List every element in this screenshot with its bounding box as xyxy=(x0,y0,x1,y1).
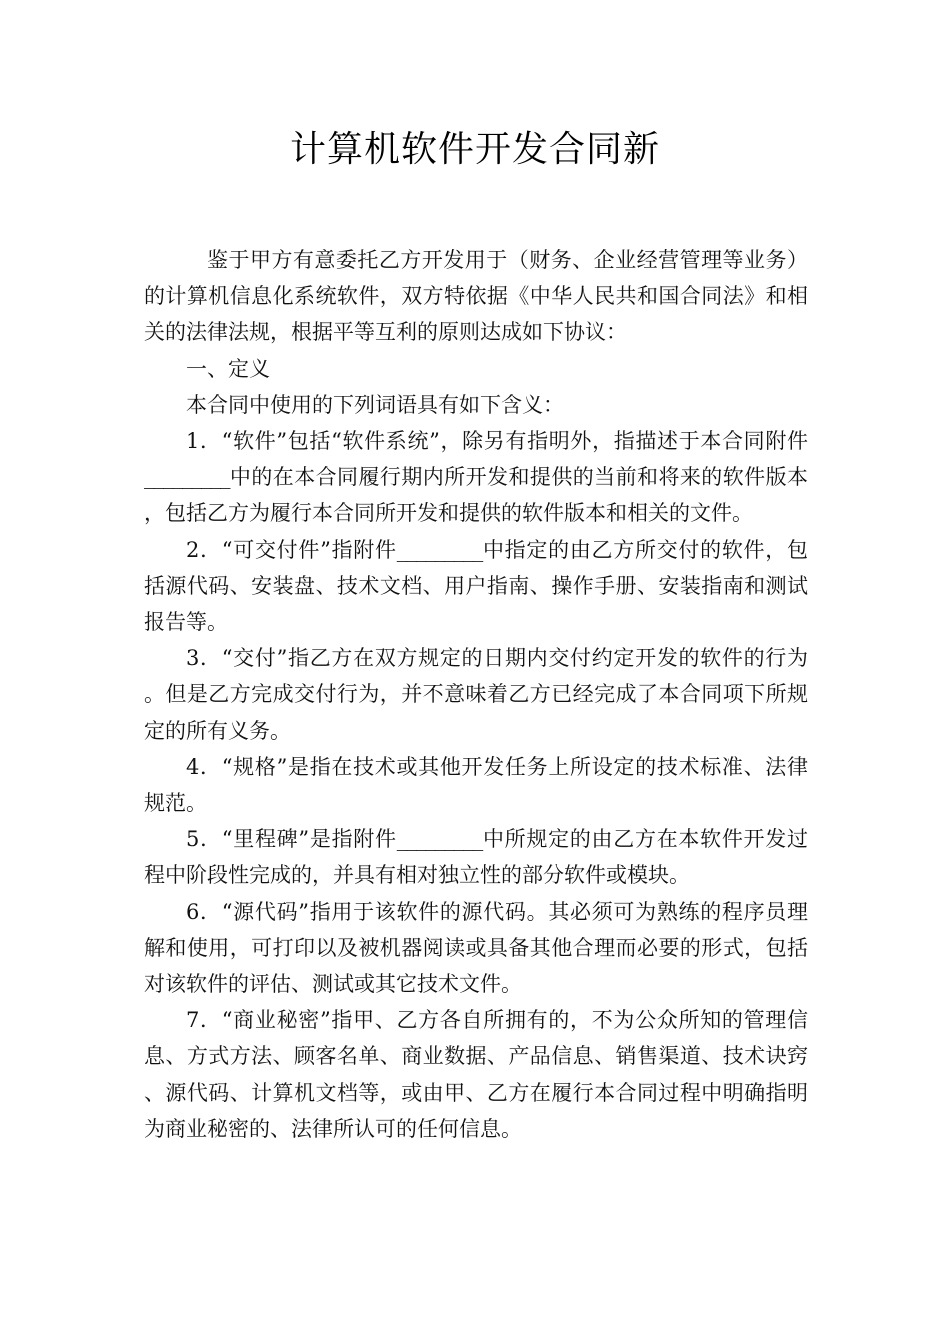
definition-item-5-text-end: 中所规定的由乙方在本软件开发过程中阶段性完成的，并具有相对独立性的部分软件或模块。 xyxy=(144,827,808,888)
definition-item-6 xyxy=(144,894,808,1003)
definition-item-4-text: 4．“规格”是指在技术或其他开发任务上所设定的技术标准、法律规范。 xyxy=(144,754,808,816)
definition-item-3 xyxy=(144,640,808,749)
definition-item-2-text-end: 中指定的由乙方所交付的软件，包括源代码、安装盘、技术文档、用户指南、操作手册、安装指南和测试报告等。 xyxy=(144,537,808,635)
section-heading: 一、定义 xyxy=(186,356,270,381)
definition-item-7 xyxy=(144,1002,808,1147)
definition-item-6-text: 6．“源代码”指用于该软件的源代码。其必须可为熟练的程序员理解和使用，可打印以及被机器阅读或具备其他合理而必要的形式，包括对该软件的评估、测试或其它技术文件。 xyxy=(144,899,808,997)
definition-item-4 xyxy=(144,749,808,821)
definition-item-1 xyxy=(144,423,808,532)
definition-item-2-blank: _________ xyxy=(396,537,483,562)
definition-item-2-text-start: 2．“可交付件”指附件 xyxy=(186,537,397,562)
definitions-intro: 本合同中使用的下列词语具有如下含义： xyxy=(186,392,564,417)
definition-item-1-blank: _________ xyxy=(144,465,230,490)
definition-item-5-text-start: 5．“里程碑”是指附件 xyxy=(186,827,397,852)
intro-paragraph: 鉴于甲方有意委托乙方开发用于（财务、企业经营管理等业务）的计算机信息化系统软件，双方特依据《中华人民共和国合同法》和相关的法律法规，根据平等互利的原则达成如下协议： xyxy=(144,248,808,345)
definition-item-1-text-end: 中的在本合同履行期内所开发和提供的当前和将来的软件版本，包括乙方为履行本合同所开发和提供的软件版本和相关的文件。 xyxy=(144,465,808,526)
definition-item-5-blank: _________ xyxy=(396,827,483,852)
document-title: 计算机软件开发合同新 xyxy=(289,129,660,170)
definition-item-3-text: 3．“交付”指乙方在双方规定的日期内交付约定开发的软件的行为。但是乙方完成交付行为，并不意味着乙方已经完成了本合同项下所规定的所有义务。 xyxy=(144,646,808,743)
definition-item-1-text-start: 1．“软件”包括“软件系统”，除另有指明外，指描述于本合同附件 xyxy=(186,429,808,454)
definition-item-5 xyxy=(144,821,808,893)
document-body xyxy=(144,242,808,1147)
definition-item-2 xyxy=(144,532,808,641)
definition-item-7-text: 7．“商业秘密”指甲、乙方各自所拥有的，不为公众所知的管理信息、方式方法、顾客名单、商业数据、产品信息、销售渠道、技术诀窍、源代码、计算机文档等，或由甲、乙方在履行本合同过程中明确指明为商业秘密的、法律所认可的任何信息。 xyxy=(144,1008,808,1141)
